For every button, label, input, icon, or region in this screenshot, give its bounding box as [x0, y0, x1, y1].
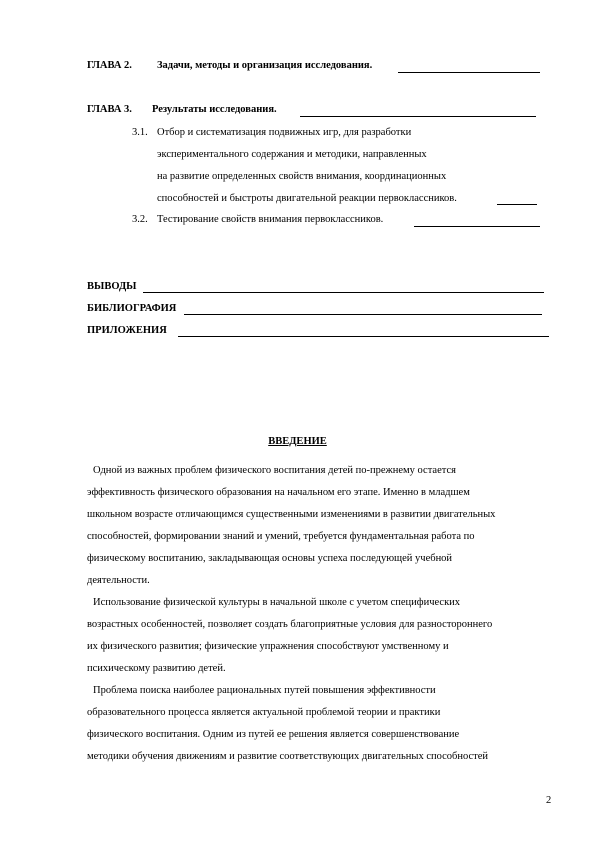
intro-paragraph-line: способностей, формировании знаний и умений, требуется фундаментальная работа по	[87, 531, 475, 542]
intro-paragraph-line: школьном возрасте отличающимся существенными изменениями в развитии двигательных	[87, 509, 496, 520]
toc-chapter2-leader	[398, 72, 540, 73]
intro-paragraph-line: Использование физической культуры в начальной школе с учетом специфических	[93, 597, 461, 608]
intro-paragraph-line: их физического развития; физические упражнения способствуют умственному и	[87, 641, 449, 652]
toc-section31-number: 3.1.	[132, 127, 148, 138]
intro-paragraph-line: физическому воспитанию, закладывающая основы успеха последующей учебной	[87, 553, 453, 564]
toc-conclusions: ВЫВОДЫ	[87, 281, 137, 292]
toc-chapter3-title: Результаты исследования.	[152, 104, 277, 115]
intro-heading: ВВЕДЕНИЕ	[268, 436, 327, 447]
toc-chapter2-title: Задачи, методы и организация исследования.	[157, 60, 373, 71]
intro-paragraph-line: физического воспитания. Одним из путей ее решения является совершенствование	[87, 729, 460, 740]
intro-paragraph-line: психическому развитию детей.	[87, 663, 226, 674]
intro-paragraph-line: Проблема поиска наиболее рациональных путей повышения эффективности	[93, 685, 436, 696]
toc-section31-line: экспериментального содержания и методики, направленных	[157, 149, 427, 160]
toc-bibliography: БИБЛИОГРАФИЯ	[87, 303, 177, 314]
intro-paragraph-line: Одной из важных проблем физического воспитания детей по-прежнему остается	[93, 465, 456, 476]
toc-appendices: ПРИЛОЖЕНИЯ	[87, 325, 167, 336]
toc-section32-title: Тестирование свойств внимания первоклассников.	[157, 214, 384, 225]
intro-paragraph-line: методики обучения движениям и развитие соответствующих двигательных способностей	[87, 751, 489, 762]
toc-chapter3-leader	[300, 116, 536, 117]
toc-bibliography-leader	[184, 314, 542, 315]
toc-section32-leader	[414, 226, 540, 227]
intro-paragraph-line: возрастных особенностей, позволяет создать благоприятные условия для разностороннего	[87, 619, 493, 630]
toc-section31-line: способностей и быстроты двигательной реакции первоклассников.	[157, 193, 457, 204]
toc-section31-leader	[497, 204, 537, 205]
toc-conclusions-leader	[143, 292, 544, 293]
intro-paragraph-line: эффективность физического образования на начальном его этапе. Именно в младшем	[87, 487, 470, 498]
toc-chapter2-label: ГЛАВА 2.	[87, 60, 132, 71]
intro-paragraph-line: деятельности.	[87, 575, 150, 586]
toc-section31-line: на развитие определенных свойств внимания, координационных	[157, 171, 447, 182]
page-number: 2	[546, 795, 552, 806]
toc-section32-number: 3.2.	[132, 214, 148, 225]
toc-chapter3-label: ГЛАВА 3.	[87, 104, 132, 115]
toc-section31-line: Отбор и систематизация подвижных игр, для разработки	[157, 127, 412, 138]
toc-appendices-leader	[178, 336, 549, 337]
intro-paragraph-line: образовательного процесса является актуальной проблемой теории и практики	[87, 707, 441, 718]
